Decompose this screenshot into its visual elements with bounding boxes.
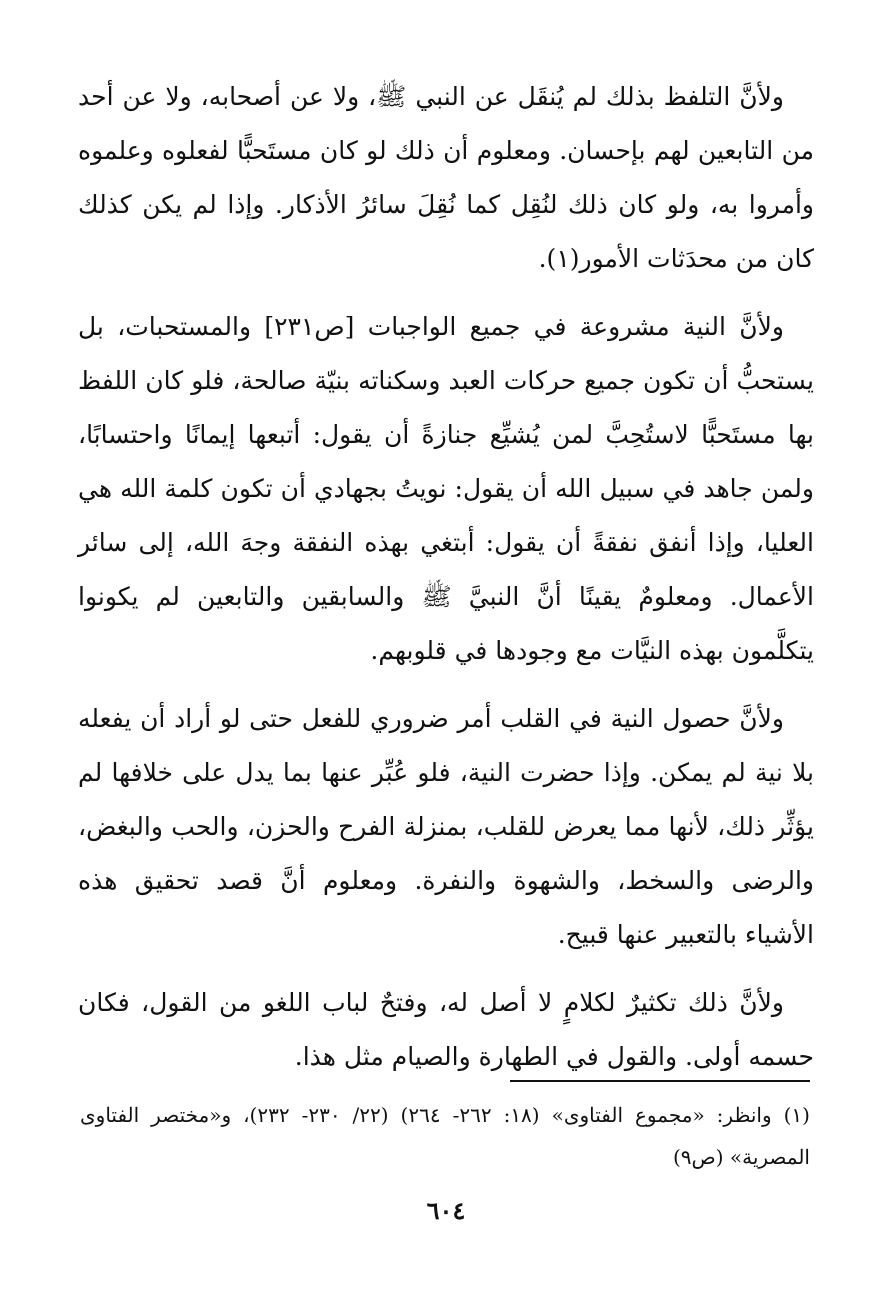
footnote: (١) وانظر: «مجموع الفتاوى» (١٨: ٢٦٢- ٢٦٤) (٢٢/ ٢٣٠- ٢٣٢)، و«مختصر الفتاوى المصرية» (ص٩) bbox=[80, 1103, 810, 1169]
body-paragraph-3: ولأنَّ حصول النية في القلب أمر ضروري للفعل حتى لو أراد أن يفعله بلا نية لم يمكن. وإذا حضرت النية، فلو عُبِّر عنها بما يدل على خلافها لم يؤثِّر ذلك، لأنها مما يعرض للقلب، بمنزلة الفرح والحزن، والحب والبغض، والرضى والسخط، والشهوة والنفرة. ومعلوم أنَّ قصد تحقيق هذه الأشياء بالتعبير عنها قبيح. bbox=[78, 704, 814, 949]
footnote-separator bbox=[510, 1080, 810, 1082]
body-paragraph-1: ولأنَّ التلفظ بذلك لم يُنقَل عن النبي ﷺ، ولا عن أصحابه، ولا عن أحد من التابعين لهم بإحسان. ومعلوم أن ذلك لو كان مستَحبًّا لفعلوه وعلموه وأمروا به، ولو كان ذلك لنُقِل كما نُقِلَ سائرُ الأذكار. وإذا لم يكن كذلك كان من محدَثات الأمور(١). bbox=[78, 82, 814, 273]
page-number: ٦٠٤ bbox=[426, 1196, 466, 1225]
body-paragraph-2: ولأنَّ النية مشروعة في جميع الواجبات [ص٢٣١] والمستحبات، بل يستحبُّ أن تكون جميع حركات العبد وسكناته بنيّة صالحة، فلو كان اللفظ بها مستَحبًّا لاستُحِبَّ لمن يُشيِّع جنازةً أن يقول: أتبعها إيمانًا واحتسابًا، ولمن جاهد في سبيل الله أن يقول: نويتُ بجهادي أن تكون كلمة الله هي العليا، وإذا أنفق نفقةً أن يقول: أبتغي بهذه النفقة وجهَ الله، إلى سائر الأعمال. ومعلومٌ يقينًا أنَّ النبيَّ ﷺ والسابقين والتابعين لم يكونوا يتكلَّمون بهذه النيَّات مع وجودها في قلوبهم. bbox=[78, 312, 814, 665]
body-paragraph-4: ولأنَّ ذلك تكثيرٌ لكلامٍ لا أصل له، وفتحٌ لباب اللغو من القول، فكان حسمه أولى. والقول في الطهارة والصيام مثل هذا. bbox=[78, 988, 814, 1071]
